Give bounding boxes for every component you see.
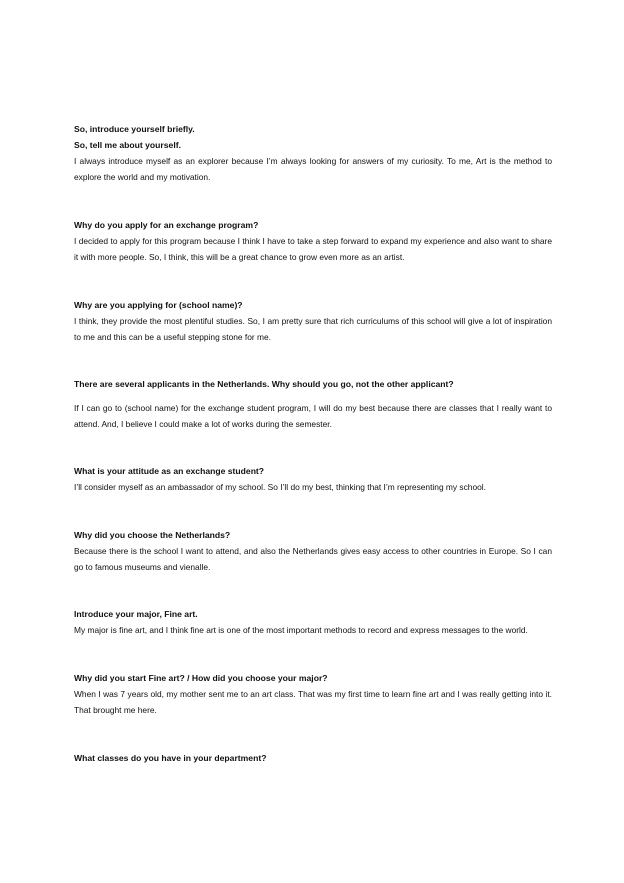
qa-section-attitude [74, 463, 552, 495]
question: What is your attitude as an exchange student? [74, 466, 265, 476]
answer: When I was 7 years old, my mother sent me to an art class. That was my first time to learn fine art and I was really getting into it. That brought me here. [74, 689, 552, 715]
qa-section-netherlands [74, 527, 552, 575]
qa-section-major [74, 606, 552, 638]
qa-section-why-fine-art [74, 670, 552, 718]
question: Why do you apply for an exchange program? [74, 220, 259, 230]
question: So, tell me about yourself. [74, 140, 181, 150]
qa-section-other-applicants [74, 376, 552, 432]
qa-section-exchange-program [74, 217, 552, 265]
question: Why did you choose the Netherlands? [74, 530, 231, 540]
question: Why are you applying for (school name)? [74, 300, 243, 310]
question: What classes do you have in your department? [74, 753, 267, 763]
qa-section-school-name [74, 297, 552, 345]
question: So, introduce yourself briefly. [74, 124, 195, 134]
answer: I decided to apply for this program because I think I have to take a step forward to expand my experience and also want to share it with more people. So, I think, this will be a great chance to grow even more as an artist. [74, 236, 552, 262]
question: Why did you start Fine art? / How did you choose your major? [74, 673, 328, 683]
answer: I think, they provide the most plentiful studies. So, I am pretty sure that rich curriculums of this school will give a lot of inspiration to me and this can be a useful stepping stone for me. [74, 316, 552, 342]
answer: Because there is the school I want to attend, and also the Netherlands gives easy access to other countries in Europe. So I can go to famous museums and vienalle. [74, 546, 552, 572]
answer: I always introduce myself as an explorer because I’m always looking for answers of my curiosity. To me, Art is the method to explore the world and my motivation. [74, 156, 552, 182]
answer: I’ll consider myself as an ambassador of my school. So I’ll do my best, thinking that I’m representing my school. [74, 482, 486, 492]
answer: My major is fine art, and I think fine art is one of the most important methods to record and express messages to the world. [74, 625, 528, 635]
answer: If I can go to (school name) for the exchange student program, I will do my best because there are classes that I really want to attend. And, I believe I could make a lot of works during the semester. [74, 403, 552, 429]
qa-section-classes [74, 750, 552, 766]
qa-section-intro [74, 121, 552, 185]
question: Introduce your major, Fine art. [74, 609, 198, 619]
question: There are several applicants in the Netherlands. Why should you go, not the other applicant? [74, 379, 454, 389]
